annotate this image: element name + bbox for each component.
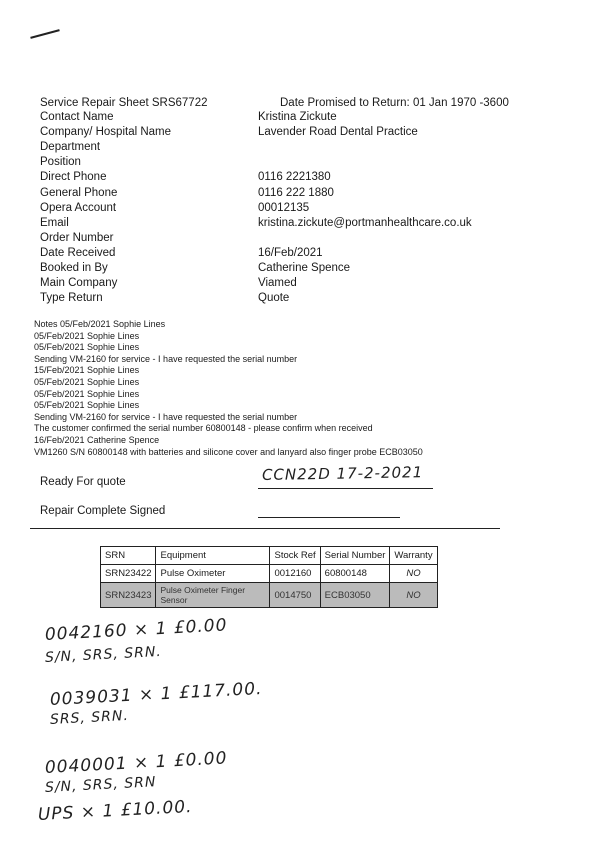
- header-equipment: Equipment: [156, 547, 270, 565]
- cell-stock-ref: 0012160: [270, 565, 320, 583]
- cell-warranty: NO: [390, 583, 437, 608]
- cell-srn: SRN23423: [101, 583, 156, 608]
- field-value: Lavender Road Dental Practice: [258, 126, 418, 139]
- note-line: Notes 05/Feb/2021 Sophie Lines: [34, 319, 166, 329]
- field-label: Company/ Hospital Name: [40, 126, 172, 139]
- field-label: Position: [40, 156, 81, 169]
- field-label: Contact Name: [40, 111, 114, 123]
- note-line: 05/Feb/2021 Sophie Lines: [34, 400, 140, 411]
- repair-signature-line: [258, 517, 400, 518]
- handwritten-line: 0042160 × 1 £0.00: [44, 615, 228, 645]
- note-line: Sending VM-2160 for service - I have requested the serial number: [34, 353, 298, 364]
- cell-serial: 60800148: [320, 565, 390, 583]
- field-value: Quote: [258, 292, 290, 305]
- field-value: 0116 222 1880: [258, 186, 334, 199]
- field-label: Booked in By: [40, 262, 108, 274]
- divider: [30, 528, 500, 529]
- scan-mark: [30, 29, 59, 39]
- handwritten-line: UPS × 1 £10.00.: [37, 796, 193, 825]
- field-label: Order Number: [40, 231, 114, 244]
- header-srn: SRN: [101, 547, 156, 565]
- equipment-table: [100, 546, 438, 608]
- repair-label: Repair Complete Signed: [40, 505, 166, 517]
- cell-serial: ECB03050: [320, 583, 390, 608]
- note-line: 05/Feb/2021 Sophie Lines: [34, 342, 140, 353]
- handwritten-line: SRS, SRN.: [49, 707, 130, 728]
- note-line: The customer confirmed the serial number 60800148 - please confirm when received: [34, 423, 373, 434]
- field-value: Viamed: [258, 277, 297, 290]
- signature-line: [258, 488, 433, 489]
- table-header: [101, 547, 438, 565]
- sheet-title: Service Repair Sheet SRS67722: [40, 97, 208, 109]
- note-line: 16/Feb/2021 Catherine Spence: [34, 435, 160, 445]
- field-value: 16/Feb/2021: [258, 246, 323, 259]
- handwritten-line: 0040001 × 1 £0.00: [44, 748, 228, 778]
- field-value: 00012135: [258, 201, 310, 214]
- field-label: Main Company: [40, 277, 118, 290]
- ready-label: Ready For quote: [40, 476, 126, 488]
- header-stock-ref: Stock Ref: [270, 547, 320, 565]
- note-line: 05/Feb/2021 Sophie Lines: [34, 377, 140, 387]
- handwritten-line: 0039031 × 1 £117.00.: [49, 678, 263, 710]
- note-line: 05/Feb/2021 Sophie Lines: [34, 388, 140, 399]
- date-promised: Date Promised to Return: 01 Jan 1970 -3600: [280, 97, 509, 109]
- note-line: 05/Feb/2021 Sophie Lines: [34, 330, 140, 341]
- field-value: Catherine Spence: [258, 262, 351, 274]
- note-line: 15/Feb/2021 Sophie Lines: [34, 365, 140, 376]
- table-row: [101, 565, 438, 583]
- field-value: Kristina Zickute: [258, 111, 337, 123]
- field-label: General Phone: [40, 186, 118, 199]
- field-value: 0116 2221380: [258, 171, 331, 184]
- handwritten-line: S/N, SRS, SRN: [44, 774, 157, 796]
- field-label: Department: [40, 141, 101, 154]
- table-row: [101, 583, 438, 608]
- header-warranty: Warranty: [390, 547, 437, 565]
- note-line: Sending VM-2160 for service - I have requested the serial number: [34, 411, 298, 422]
- cell-warranty: NO: [390, 565, 437, 583]
- cell-equipment: Pulse Oximeter Finger Sensor: [156, 583, 270, 608]
- header-serial: Serial Number: [320, 547, 390, 565]
- field-label: Date Received: [40, 246, 116, 259]
- field-label: Direct Phone: [40, 171, 107, 184]
- handwritten-line: S/N, SRS, SRN.: [44, 643, 163, 666]
- cell-equipment: Pulse Oximeter: [156, 565, 270, 583]
- field-value: kristina.zickute@portmanhealthcare.co.uk: [258, 216, 472, 229]
- cell-stock-ref: 0014750: [270, 583, 320, 608]
- cell-srn: SRN23422: [101, 565, 156, 583]
- note-line: VM1260 S/N 60800148 with batteries and silicone cover and lanyard also finger probe ECB03050: [34, 446, 423, 457]
- ready-signature: CCN22D 17-2-2021: [261, 463, 424, 484]
- field-label: Email: [40, 216, 69, 229]
- field-label: Opera Account: [40, 201, 117, 214]
- field-label: Type Return: [40, 292, 103, 305]
